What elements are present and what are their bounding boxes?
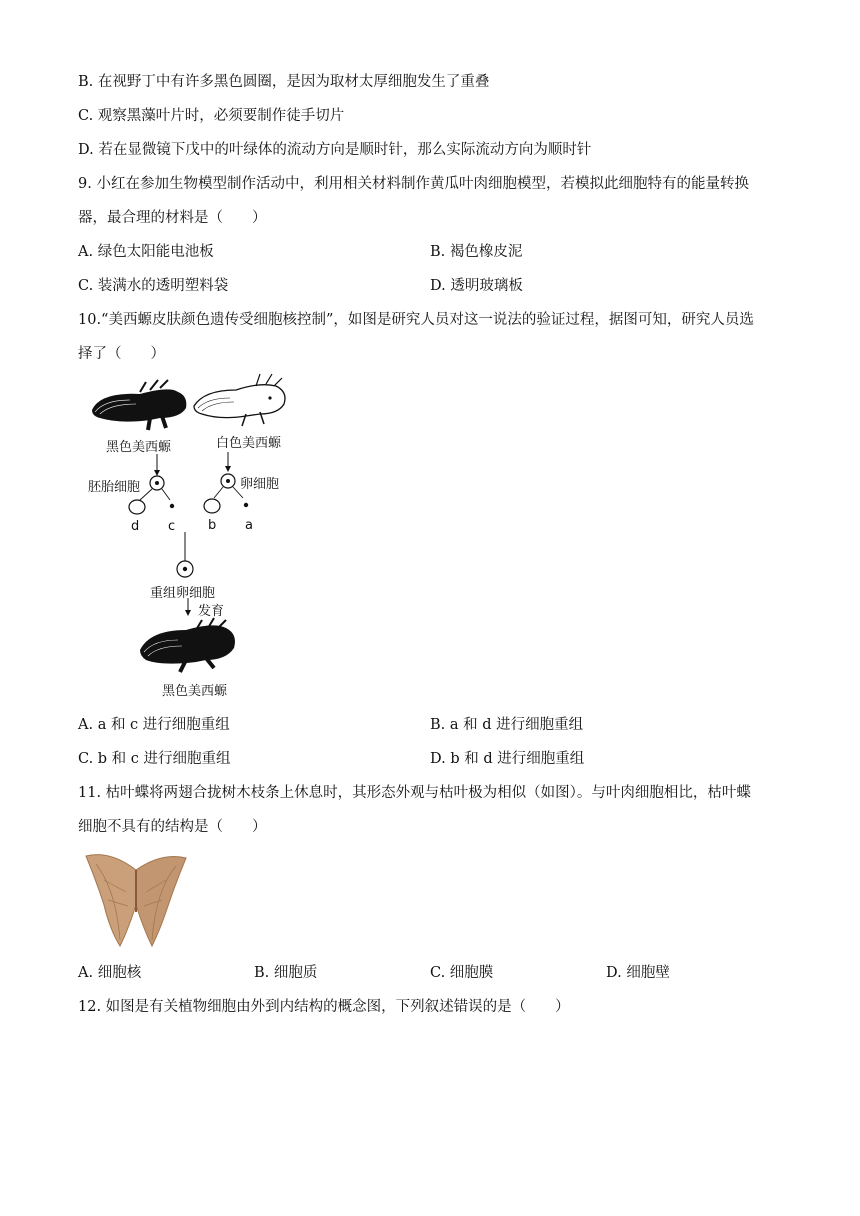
black-axolotl-label: 黑色美西螈 [106,440,172,455]
white-axolotl-figure [194,374,285,426]
q9-stem-line2: 器，最合理的材料是（ ） [78,210,267,226]
q11-option-d: D. 细胞壁 [606,965,670,981]
egg-cell-label: 卵细胞 [240,477,280,492]
q8-option-b: B. 在视野丁中有许多黑色圆圈，是因为取材太厚细胞发生了重叠 [78,74,490,90]
q9-stem-line1: 9. 小红在参加生物模型制作活动中，利用相关材料制作黄瓜叶肉细胞模型，若模拟此细胞特有的能量转换 [78,176,749,192]
q9-option-c: C. 装满水的透明塑料袋 [78,278,229,294]
q10-stem-line2: 择了（ ） [78,346,165,362]
q9-option-d: D. 透明玻璃板 [430,278,523,294]
q10-stem-line1: 10.“美西螈皮肤颜色遗传受细胞核控制”，如图是研究人员对这一说法的验证过程，据图可知，研究人员选 [78,312,754,328]
q11-stem-line2: 细胞不具有的结构是（ ） [78,819,267,835]
q11-option-c: C. 细胞膜 [430,965,494,981]
label-d: d [131,519,140,534]
label-a: a [245,518,253,533]
embryo-cell-label: 胚胎细胞 [88,480,141,495]
q11-stem-line1: 11. 枯叶蝶将两翅合拢树木枝条上休息时，其形态外观与枯叶极为相似（如图）。与叶肉细胞相比，枯叶蝶 [78,785,751,801]
q8-option-d: D. 若在显微镜下戊中的叶绿体的流动方向是顺时针，那么实际流动方向为顺时针 [78,142,592,158]
q10-option-b: B. a 和 d 进行细胞重组 [430,717,584,733]
q12-stem-line1: 12. 如图是有关植物细胞由外到内结构的概念图，下列叙述错误的是（ ） [78,999,570,1015]
q11-option-a: A. 细胞核 [78,965,142,981]
result-axolotl-label: 黑色美西螈 [162,684,228,699]
q9-option-b: B. 褐色橡皮泥 [430,244,523,260]
q9-option-a: A. 绿色太阳能电池板 [78,244,214,260]
q10-option-a: A. a 和 c 进行细胞重组 [78,717,230,733]
black-axolotl-figure [92,380,186,430]
q11-option-b: B. 细胞质 [254,965,318,981]
white-axolotl-label: 白色美西螈 [216,436,282,451]
label-c: c [168,519,176,534]
q10-option-c: C. b 和 c 进行细胞重组 [78,751,231,767]
result-black-axolotl-figure [140,618,235,672]
develop-label: 发育 [198,604,225,619]
recombined-egg-label: 重组卵细胞 [150,586,216,601]
q10-option-d: D. b 和 d 进行细胞重组 [430,751,585,767]
q8-option-c: C. 观察黑藻叶片时，必须要制作徒手切片 [78,108,345,124]
label-b: b [208,518,217,533]
